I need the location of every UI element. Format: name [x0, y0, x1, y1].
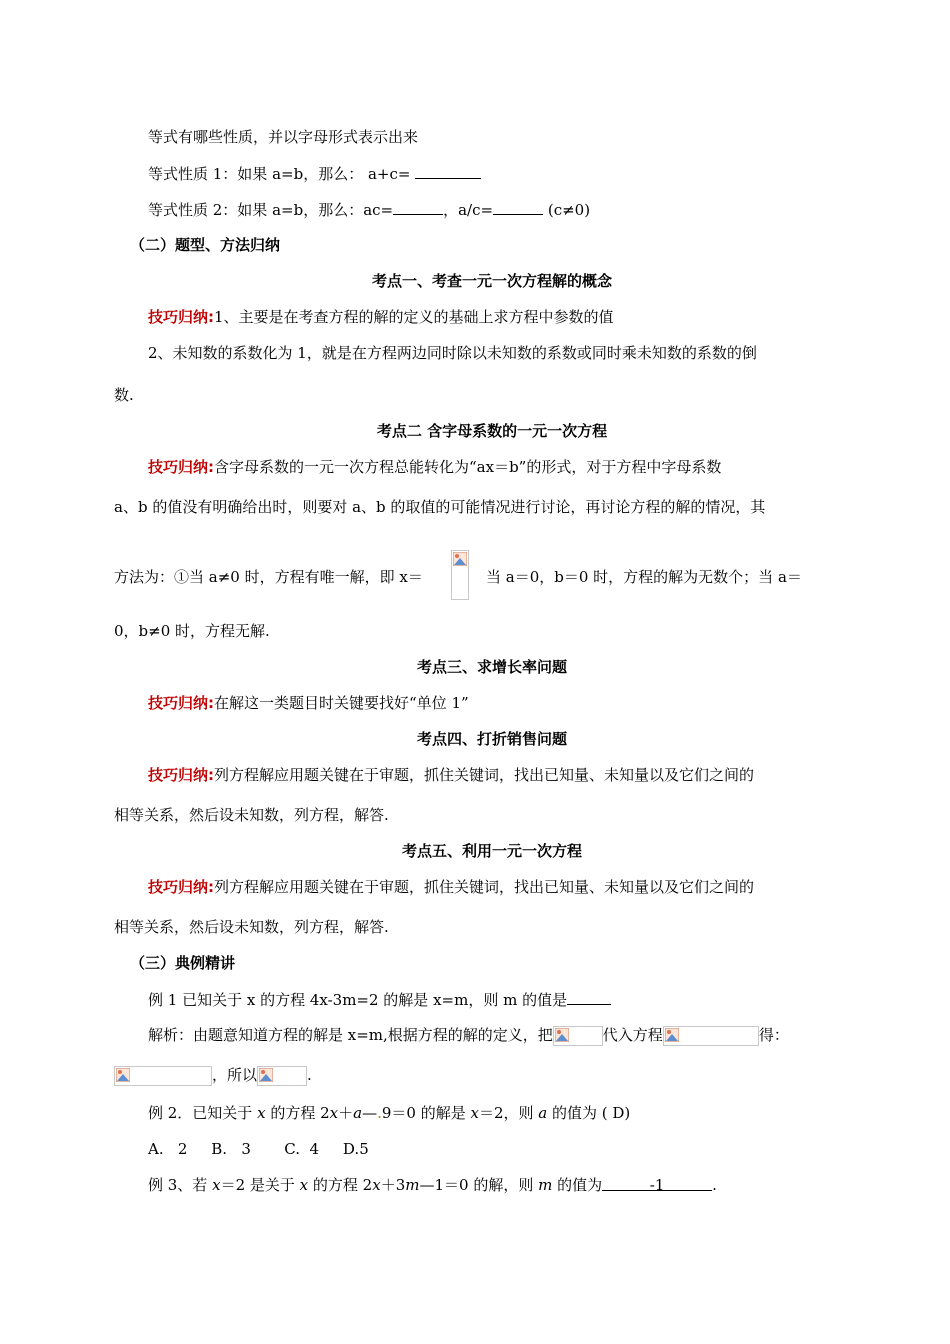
section-heading: （三）典例精讲 [130, 954, 236, 972]
text-line [114, 1064, 312, 1086]
answer-blank [602, 1174, 712, 1194]
tip-label: 技巧归纳: [148, 766, 214, 784]
text-line: 数. [114, 386, 134, 404]
formula-image-icon [663, 1026, 759, 1046]
math-var: a [538, 1104, 548, 1122]
kaodian-heading: 考点一、考查一元一次方程解的概念 [371, 272, 612, 290]
text-line [148, 988, 611, 1011]
text-span: 1、主要是在考查方程的解的定义的基础上求方程中参数的值 [214, 308, 614, 326]
text-span: 例 1 已知关于 x 的方程 4x-3m=2 的解是 x=m，则 m 的值是 [148, 991, 568, 1009]
text-span: 含字母系数的一元一次方程总能转化为“ax＝b”的形式，对于方程中字母系数 [214, 458, 722, 476]
text-line [114, 566, 423, 588]
text-span: 列方程解应用题关键在于审题，抓住关键词，找出已知量、未知量以及它们之间的 [214, 766, 755, 784]
text-span: . [307, 1066, 312, 1084]
tip-label: 技巧归纳: [148, 878, 214, 896]
tip-label: 技巧归纳: [148, 694, 214, 712]
text-span: 的值为 [552, 1176, 603, 1194]
text-span: . [712, 1176, 717, 1194]
math-var: x [212, 1176, 221, 1194]
formula-image-icon [451, 550, 469, 600]
math-var: m [405, 1176, 420, 1194]
text-line [148, 306, 614, 328]
text-span: ，所以 [212, 1066, 258, 1084]
text-span: ＋3 [380, 1176, 406, 1194]
text-span: 例 2．已知关于 [148, 1104, 258, 1122]
text-line: 当 a＝0，b＝0 时，方程的解为无数个；当 a＝ [486, 568, 802, 586]
text-span: 等式性质 2：如果 a=b，那么：ac= [148, 201, 394, 219]
text-span: 等式性质 1：如果 a=b，那么： a+c= [148, 165, 416, 183]
section-heading: （二）题型、方法归纳 [130, 236, 281, 254]
answer-blank [493, 198, 543, 215]
math-var: x [372, 1176, 381, 1194]
text-line [148, 692, 469, 714]
text-span: ＝2 是关于 [220, 1176, 300, 1194]
text-line: a、b 的值没有明确给出时，则要对 a、b 的取值的可能情况进行讨论，再讨论方程的解的情况，其 [114, 498, 766, 516]
options-line: A. 2 B. 3 C. 4 D.5 [148, 1140, 369, 1158]
text-line [148, 1174, 717, 1196]
formula-image-icon [257, 1066, 307, 1086]
text-span: —1＝0 的解，则 [419, 1176, 539, 1194]
answer-blank [415, 162, 481, 179]
text-span: . [377, 1104, 382, 1122]
text-span: 方法为：①当 a≠0 时，方程有唯一解，即 x＝ [114, 568, 423, 586]
math-var: x [299, 1176, 309, 1194]
math-var: x [257, 1104, 266, 1122]
text-line [148, 456, 721, 478]
text-line: 相等关系，然后设未知数，列方程，解答. [114, 918, 389, 936]
math-var: x [470, 1104, 479, 1122]
text-line [148, 764, 754, 786]
answer-blank [567, 988, 611, 1005]
text-line: 相等关系，然后设未知数，列方程，解答. [114, 806, 389, 824]
text-span: 解析：由题意知道方程的解是 x=m,根据方程的解的定义，把 [148, 1026, 553, 1044]
text-line: 0，b≠0 时，方程无解. [114, 622, 270, 640]
tip-label: 技巧归纳: [148, 308, 214, 326]
text-span: ＋ [338, 1104, 354, 1122]
text-line [148, 1102, 630, 1124]
text-line: 等式有哪些性质，并以字母形式表示出来 [148, 128, 419, 146]
text-line [148, 198, 590, 221]
kaodian-heading: 考点三、求增长率问题 [416, 658, 567, 676]
text-span: 9＝0 的解是 [381, 1104, 471, 1122]
text-span: 的值为 ( D) [547, 1104, 631, 1122]
answer-value: -1 [649, 1176, 665, 1194]
math-var: a [353, 1104, 363, 1122]
kaodian-heading: 考点二 含字母系数的一元一次方程 [376, 422, 608, 440]
text-line [148, 162, 481, 185]
text-span: 的方程 2 [308, 1176, 373, 1194]
text-span: 例 3、若 [148, 1176, 213, 1194]
text-line [148, 876, 754, 898]
text-span: 得： [758, 1026, 789, 1044]
answer-blank [393, 198, 443, 215]
text-span: 的方程 2 [265, 1104, 330, 1122]
text-span: ，a/c= [443, 201, 494, 219]
formula-image-icon [114, 1066, 212, 1086]
kaodian-heading: 考点四、打折销售问题 [416, 730, 567, 748]
text-line [148, 1024, 789, 1046]
text-span: 代入方程 [602, 1026, 663, 1044]
text-span: — [362, 1104, 378, 1122]
text-span: 在解这一类题目时关键要找好“单位 1” [214, 694, 469, 712]
text-line: 2、未知数的系数化为 1，就是在方程两边同时除以未知数的系数或同时乘未知数的系数的倒 [148, 344, 757, 362]
text-span: 列方程解应用题关键在于审题，抓住关键词，找出已知量、未知量以及它们之间的 [214, 878, 755, 896]
text-span: ＝2，则 [478, 1104, 539, 1122]
math-var: m [538, 1176, 553, 1194]
tip-label: 技巧归纳: [148, 458, 214, 476]
text-span: (c≠0) [543, 201, 591, 219]
math-var: x [329, 1104, 339, 1122]
formula-image-icon [553, 1026, 603, 1046]
kaodian-heading: 考点五、利用一元一次方程 [401, 842, 582, 860]
